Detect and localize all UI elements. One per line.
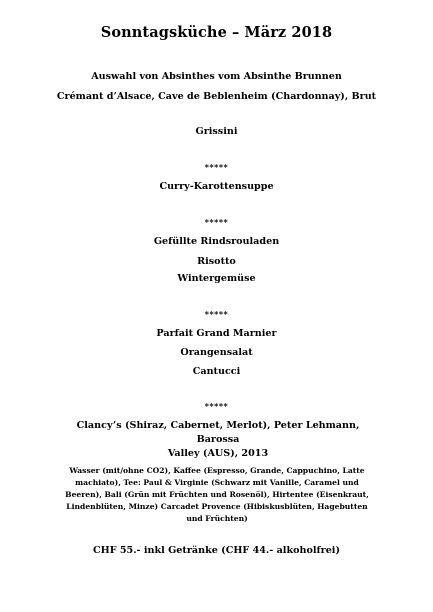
wine-line-2: Valley (AUS), 2013 — [167, 448, 269, 459]
drinks-line-3: Beeren), Bali (Grün mit Früchten und Rosenöl), Hirtentee (Eisenkraut, — [65, 490, 369, 499]
drinks-line-4: Lindenblüten, Minze) Carcadet Provence (Hibiskusblüten, Hagebutten — [66, 502, 368, 511]
main-course-vegetables: Wintergemüse — [177, 273, 256, 284]
drinks-list — [52, 465, 382, 525]
course-separator: ***** — [204, 401, 229, 411]
drinks-line-5: und Früchten) — [186, 514, 248, 523]
starter-grissini: Grissini — [195, 126, 238, 137]
course-separator: ***** — [204, 309, 229, 319]
dessert-parfait: Parfait Grand Marnier — [156, 328, 277, 339]
aperitif-cremant: Crémant d’Alsace, Cave de Beblenheim (Chardonnay), Brut — [56, 91, 377, 102]
wine-line-1: Clancy’s (Shiraz, Cabernet, Merlot), Peter Lehmann, Barossa — [76, 420, 360, 445]
soup-item: Curry-Karottensuppe — [159, 181, 274, 192]
course-separator: ***** — [204, 217, 229, 227]
wine-description — [58, 419, 378, 461]
main-course-rouladen: Gefüllte Rindsrouladen — [153, 236, 280, 247]
dessert-orange-salad: Orangensalat — [180, 347, 253, 358]
drinks-line-1: Wasser (mit/ohne CO2), Kaffee (Espresso, Grande, Cappuchino, Latte — [69, 466, 365, 475]
main-course-risotto: Risotto — [197, 256, 236, 267]
course-separator: ***** — [204, 162, 229, 172]
menu-title: Sonntagsküche – März 2018 — [100, 24, 333, 41]
drinks-line-2: machiato), Tee: Paul & Virginie (Schwarz mit Vanille, Caramel und — [75, 478, 359, 487]
dessert-cantucci: Cantucci — [192, 366, 241, 377]
aperitif-absinthe: Auswahl von Absinthes vom Absinthe Brunnen — [91, 71, 342, 82]
menu-price: CHF 55.- inkl Getränke (CHF 44.- alkoholfrei) — [93, 545, 340, 556]
